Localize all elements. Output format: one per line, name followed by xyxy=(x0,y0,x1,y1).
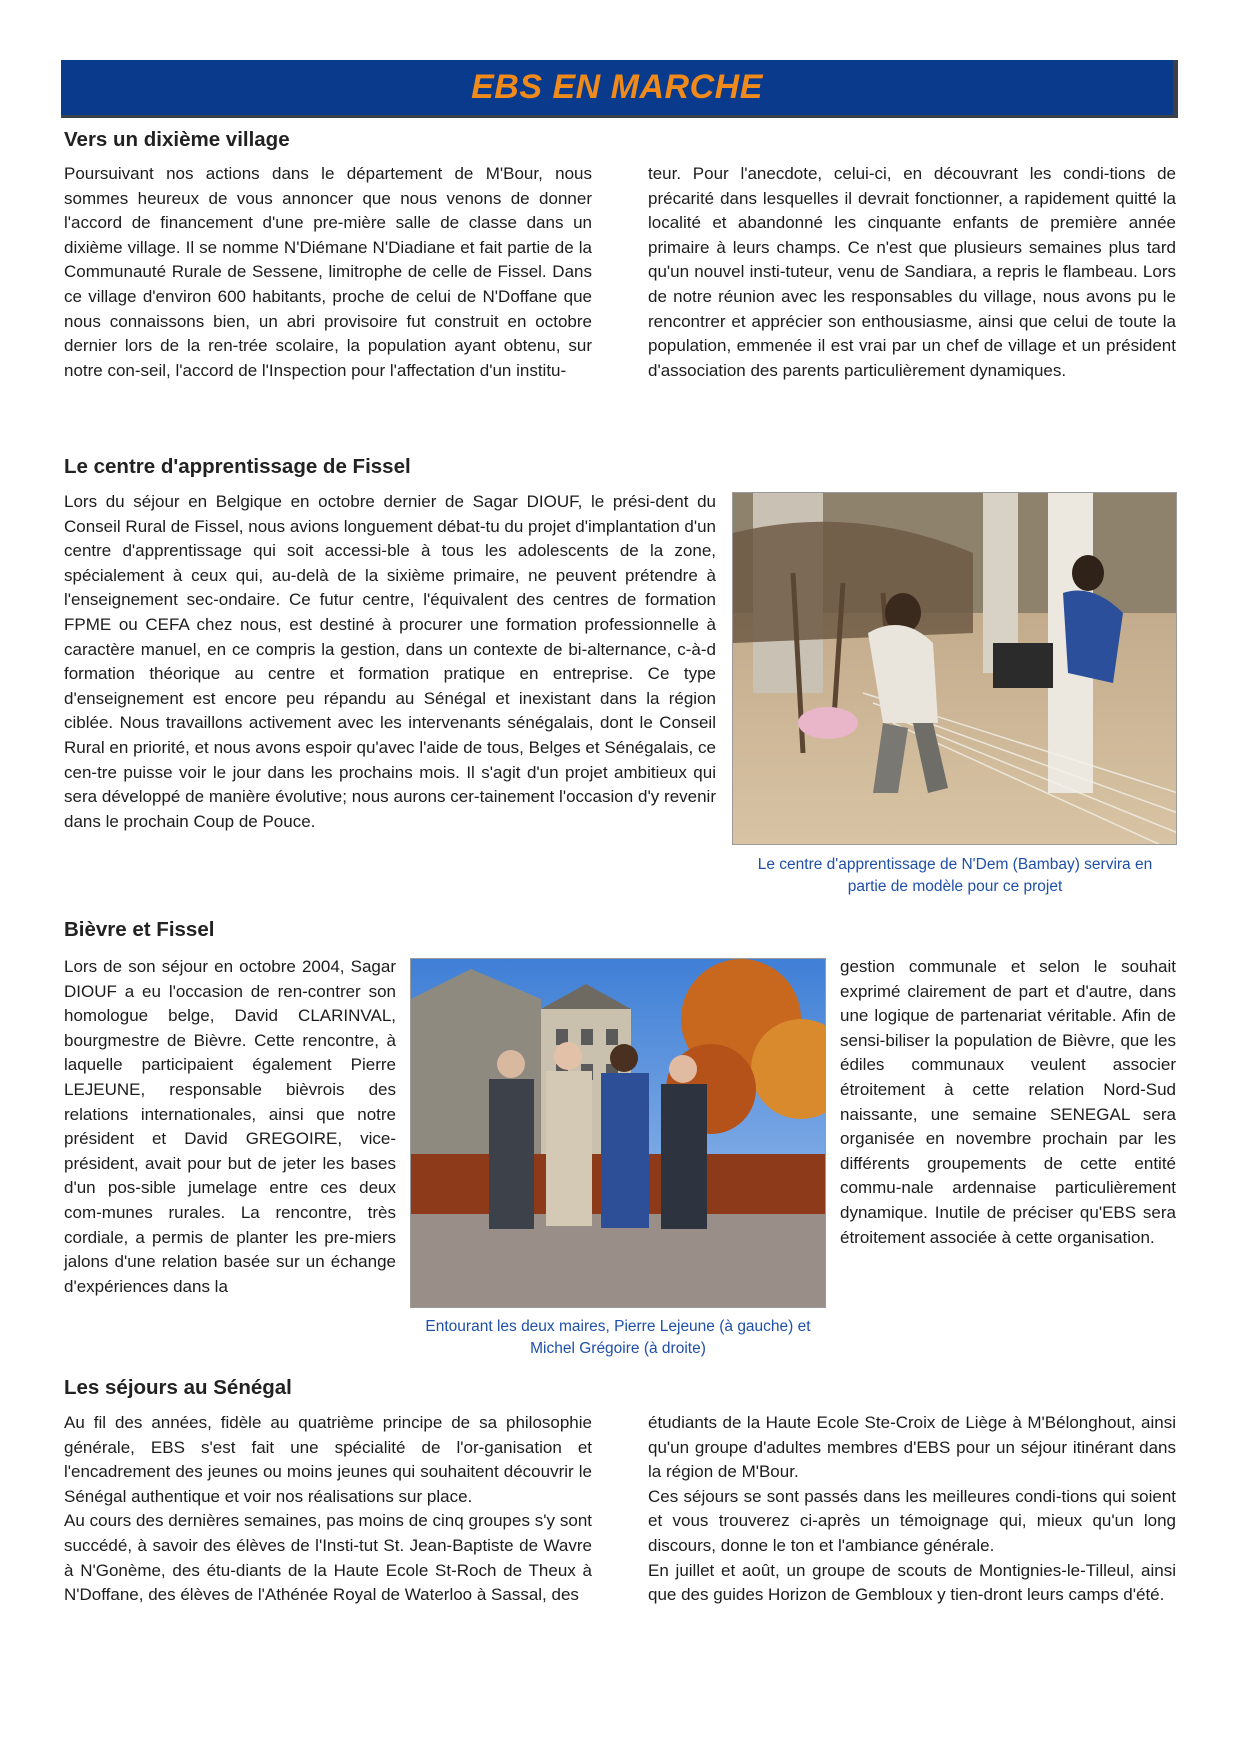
section-heading-bievre: Bièvre et Fissel xyxy=(64,918,215,941)
paragraph: Poursuivant nos actions dans le département de M'Bour, nous sommes heureux de vous annoncer que nous venons de donner l'accord de financement d'une pre-mière salle de classe dans un dixième village. Il se nomme N'Diémane N'Diadiane et fait partie de la Communauté Rurale de Sessene, limitrophe de celle de Fissel. Dans ce village d'environ 600 habitants, proche de celui de N'Doffane que nous connaissons bien, un abri provisoire fut construit en octobre dernier lors de la ren-trée scolaire, la population ayant obtenu, sur notre con-seil, l'accord de l'Inspection pour l'affectation d'un institu- xyxy=(64,164,592,380)
section-village-col-left xyxy=(64,162,592,383)
section-heading-sejours: Les séjours au Sénégal xyxy=(64,1376,292,1399)
paragraph: Au cours des dernières semaines, pas moins de cinq groupes s'y sont succédé, à savoir des élèves de l'Insti-tut St. Jean-Baptiste de Wavre à N'Gonème, des étu-diants de la Haute Ecole St-Roch de Theux à N'Doffane, des élèves de l'Athénée Royal de Waterloo à Sassal, des xyxy=(64,1511,592,1605)
paragraph: teur. Pour l'anecdote, celui-ci, en découvrant les condi-tions de précarité dans lesquelles il devrait fonctionner, a rapidement quitté la localité et abandonné les cinquante enfants de première année primaire à leurs champs. Ce n'est que plusieurs semaines plus tard qu'un nouvel insti-tuteur, venu de Sandiara, a repris le flambeau. Lors de notre réunion avec les responsables du village, nous avons pu le rencontrer et apprécier son enthousiasme, ainsi que celui de toute la population, emmenée il est vrai par un chef de village et un président d'association des parents particulièrement dynamiques. xyxy=(648,164,1176,380)
page-title: EBS EN MARCHE xyxy=(471,68,763,106)
section-bievre-col-left xyxy=(64,955,396,1299)
section-sejours-col-right xyxy=(648,1411,1176,1608)
section-bievre-col-right xyxy=(840,955,1176,1250)
paragraph: Au fil des années, fidèle au quatrième principe de sa philosophie générale, EBS s'est fait une spécialité de l'or-ganisation et l'encadrement des jeunes ou moins jeunes qui souhaitent découvrir le Sénégal authentique et voir nos réalisations sur place. xyxy=(64,1413,592,1506)
title-banner xyxy=(61,60,1178,118)
photo-workshop-caption: Le centre d'apprentissage de N'Dem (Bambay) servira en partie de modèle pour ce projet xyxy=(757,856,1153,895)
section-centre-body xyxy=(64,490,716,834)
section-village-col-right xyxy=(648,162,1176,383)
section-heading-centre: Le centre d'apprentissage de Fissel xyxy=(64,455,411,478)
mayors-illustration xyxy=(411,959,826,1308)
paragraph: gestion communale et selon le souhait exprimé clairement de part et d'autre, dans une logique de partenariat véritable. Afin de sensi-biliser la population de Bièvre, que les édiles communaux veulent associer étroitement à cette relation Nord-Sud naissante, une semaine SENEGAL sera organisée en novembre prochain par les différents groupements de cette entité commu-nale ardennaise particulièrement dynamique. Inutile de préciser qu'EBS sera étroitement associée à cette organisation. xyxy=(840,957,1176,1247)
workshop-illustration xyxy=(733,493,1177,845)
paragraph: Lors du séjour en Belgique en octobre dernier de Sagar DIOUF, le prési-dent du Conseil Rural de Fissel, nous avions longuement débat-tu du projet d'implantation d'un centre d'apprentissage qui soit accessi-ble à tous les adolescents de la zone, spécialement à ceux qui, au-delà de la sixième primaire, ne peuvent prétendre à l'enseignement sec-ondaire. Ce futur centre, l'équivalent des centres de formation FPME ou CEFA chez nous, est destiné à procurer une formation professionnelle à caractère manuel, en ce compris la gestion, dans un contexte de bi-alternance, c-à-d formation théorique au centre et formation pratique en entreprise. Ce type d'enseignement est encore peu répandu au Sénégal et inexistant dans la région ciblée. Nous travaillons activement avec les intervenants sénégalais, dont le Conseil Rural en priorité, et nous avons espoir qu'avec l'aide de tous, Belges et Sénégalais, ce cen-tre puisse voir le jour dans les prochains mois. Il s'agit d'un projet ambitieux qui sera développé de manière évolutive; nous aurons cer-tainement l'occasion d'y revenir dans le prochain Coup de Pouce. xyxy=(64,492,716,831)
paragraph: Lors de son séjour en octobre 2004, Sagar DIOUF a eu l'occasion de ren-contrer son homologue belge, David CLARINVAL, bourgmestre de Bièvre. Cette rencontre, à laquelle participaient également Pierre LEJEUNE, responsable bièvrois des relations internationales, ainsi que notre président et David GREGOIRE, vice-président, avait pour but de jeter les bases d'un pos-sible jumelage entre ces deux com-munes rurales. La rencontre, très cordiale, a permis de planter les pre-miers jalons d'une relation basée sur un échange d'expériences dans la xyxy=(64,957,396,1296)
paragraph: Ces séjours se sont passés dans les meilleures condi-tions qui soient et vous trouverez ci-après un témoignage qui, mieux qu'un long discours, donne le ton et l'ambiance générale. xyxy=(648,1486,1176,1555)
section-sejours-col-left xyxy=(64,1411,592,1608)
section-heading-village: Vers un dixième village xyxy=(64,128,290,151)
paragraph: étudiants de la Haute Ecole Ste-Croix de Liège à M'Bélonghout, ainsi qu'un groupe d'adultes membres d'EBS pour un séjour itinérant dans la région de M'Bour. xyxy=(648,1413,1176,1482)
paragraph: En juillet et août, un groupe de scouts de Montignies-le-Tilleul, ainsi que des guides Horizon de Gembloux y tien-dront leurs camps d'été. xyxy=(648,1560,1176,1605)
photo-mayors-caption: Entourant les deux maires, Pierre Lejeune (à gauche) et Michel Grégoire (à droite) xyxy=(425,1318,811,1357)
photo-workshop xyxy=(732,492,1177,845)
photo-mayors xyxy=(410,958,826,1308)
